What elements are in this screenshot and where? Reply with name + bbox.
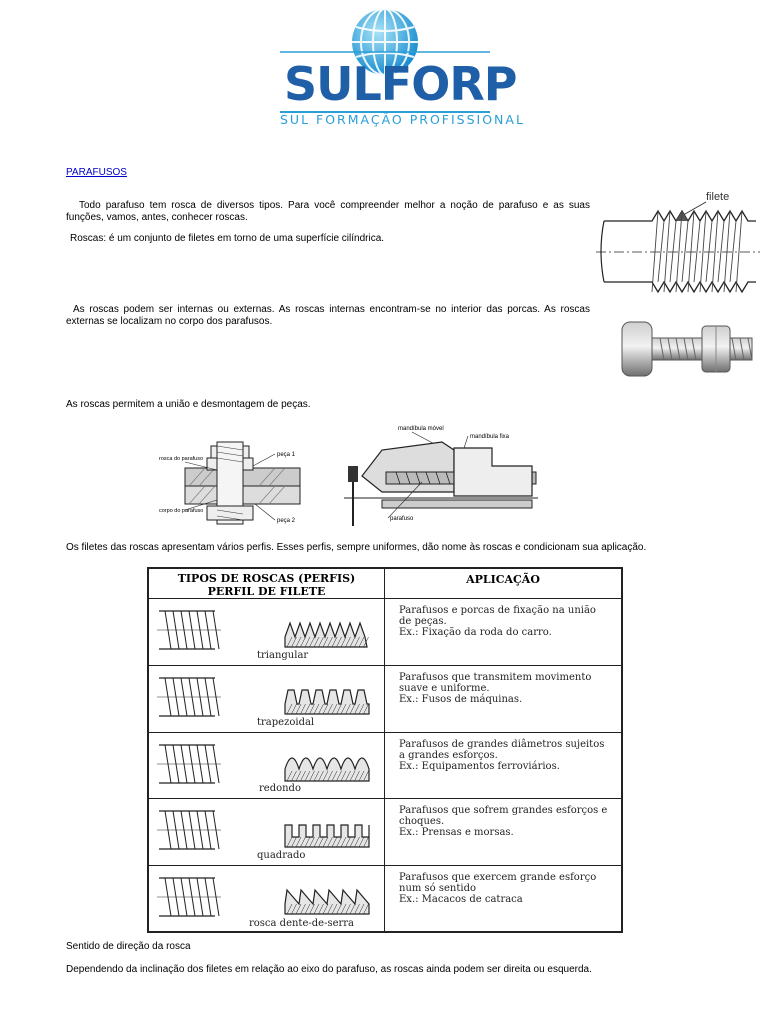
application-line3: Ex.: Fusos de máquinas. — [399, 693, 523, 705]
roscas-definition: Roscas: é um conjunto de filetes em torno de uma superfície cilíndrica. — [70, 233, 385, 244]
application-line2: num só sentido — [399, 883, 477, 895]
profiles-paragraph: Os filetes das roscas apresentam vários perfis. Esses perfis, sempre uniformes, dão nome às roscas e condicionam sua aplicação. — [66, 542, 647, 553]
header-right: APLICAÇÃO — [385, 569, 621, 599]
table-header-left — [149, 569, 385, 599]
application-line1: Parafusos de grandes diâmetros sujeitos — [399, 738, 605, 750]
peca1-label: peça 1 — [277, 452, 296, 458]
bolt-image — [620, 318, 758, 380]
thread-diagram — [594, 186, 762, 304]
profile-label: triangular — [257, 649, 309, 661]
table-row — [149, 666, 621, 733]
header-left-line2: PERFIL DE FILETE — [207, 585, 326, 598]
profile-label: trapezoidal — [257, 716, 315, 728]
intro-paragraph: Todo parafuso tem rosca de diversos tipos. Para você compreender melhor a noção de parafuso e as suas funções, vamos, antes, conhecer roscas. — [66, 200, 590, 223]
rosca-do-parafuso-label: rosca do parafuso — [159, 456, 204, 462]
profile-label: redondo — [259, 783, 301, 795]
application-line3: Ex.: Fixação da roda do carro. — [399, 627, 552, 638]
logo-name: SULFORP — [284, 57, 517, 111]
direction-heading: Sentido de direção da rosca — [66, 941, 191, 952]
application-line2: choques. — [399, 816, 445, 828]
application-line1: Parafusos que sofrem grandes esforços e — [399, 805, 608, 817]
application-line1: Parafusos que transmitem movimento — [399, 671, 592, 683]
application-line3: Ex.: Equipamentos ferroviários. — [399, 760, 560, 772]
application-cell — [399, 672, 621, 705]
logo-tagline: SUL FORMAÇÃO PROFISSIONAL — [280, 112, 525, 127]
mandibula-fixa-label: mandíbula fixa — [470, 434, 510, 440]
sulforp-logo — [270, 5, 525, 130]
application-line2: de peças. — [399, 616, 447, 627]
profile-cell — [149, 599, 385, 665]
application-line2: suave e uniforme. — [399, 682, 490, 694]
application-cell — [399, 605, 621, 638]
profile-cell — [149, 733, 385, 799]
mandibula-movel-label: mandíbula móvel — [398, 426, 444, 432]
table-row — [149, 799, 621, 866]
application-line2: a grandes esforços. — [399, 749, 498, 761]
profile-cell — [149, 799, 385, 865]
peca2-label: peça 2 — [277, 518, 296, 524]
table-row — [149, 599, 621, 666]
vise-figure — [342, 420, 538, 532]
union-paragraph: As roscas permitem a união e desmontagem de peças. — [66, 399, 311, 410]
bolted-joint-figure — [155, 430, 305, 530]
application-line1: Parafusos e porcas de fixação na união — [399, 605, 596, 616]
profile-cell — [149, 666, 385, 732]
table-row — [149, 866, 621, 933]
profile-label: rosca dente-de-serra — [249, 917, 355, 929]
application-line1: Parafusos que exercem grande esforço — [399, 872, 597, 884]
profile-cell — [149, 866, 385, 933]
table-row — [149, 733, 621, 800]
direction-paragraph: Dependendo da inclinação dos filetes em relação ao eixo do parafuso, as roscas ainda podem ser direita ou esquerda. — [66, 964, 592, 975]
parafusos-link[interactable]: PARAFUSOS — [66, 167, 127, 178]
application-cell — [399, 872, 621, 905]
application-line3: Ex.: Macacos de catraca — [399, 894, 523, 906]
header-left-line1: TIPOS DE ROSCAS (PERFIS) — [177, 572, 356, 585]
filete-label: filete — [706, 191, 730, 203]
profile-label: quadrado — [257, 850, 306, 862]
parafuso-label: parafuso — [390, 516, 414, 522]
application-cell — [399, 805, 621, 838]
application-line3: Ex.: Prensas e morsas. — [399, 827, 514, 839]
corpo-do-parafuso-label: corpo do parafuso — [159, 508, 204, 514]
internal-external-paragraph: As roscas podem ser internas ou externas. As roscas internas encontram-se no interior das porcas. As roscas externas se localizam no corpo dos parafusos. — [66, 304, 590, 327]
thread-profiles-table — [147, 567, 623, 933]
application-cell — [399, 739, 621, 772]
